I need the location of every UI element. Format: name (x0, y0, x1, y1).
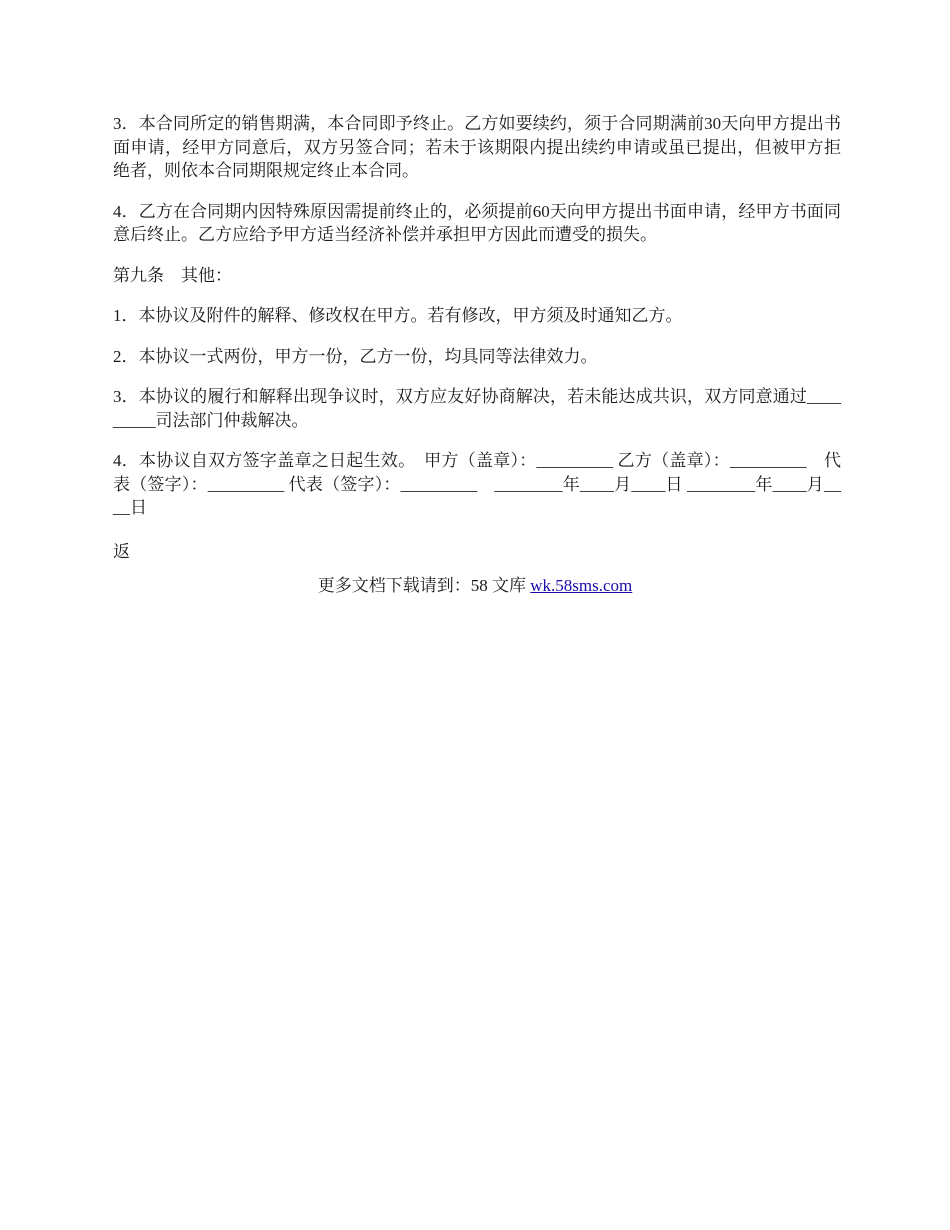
paragraph-dispute-resolution: 3．本协议的履行和解释出现争议时，双方应友好协商解决，若未能达成共识，双方同意通过_________司法部门仲裁解决。 (113, 387, 841, 430)
footer-text: 更多文档下载请到：58 文库 (317, 576, 531, 595)
section-heading-article-9: 第九条 其他： (113, 265, 232, 285)
return-link-text: 返 (113, 541, 130, 561)
download-footer (0, 574, 950, 597)
paragraph-early-termination: 4．乙方在合同期内因特殊原因需提前终止的，必须提前60天向甲方提出书面申请，经甲方书面同意后终止。乙方应给予甲方适当经济补偿并承担甲方因此而遭受的损失。 (113, 201, 841, 244)
document-body (113, 112, 841, 580)
paragraph-renewal-clause: 3．本合同所定的销售期满，本合同即予终止。乙方如要续约，须于合同期满前30天向甲方提出书面申请，经甲方同意后，双方另签合同；若未于该期限内提出续约申请或虽已提出，但被甲方拒绝者，则依本合同期限规定终止本合同。 (113, 114, 841, 180)
paragraph-copies: 2．本协议一式两份，甲方一份，乙方一份，均具同等法律效力。 (113, 346, 598, 366)
paragraph-interpretation-right: 1．本协议及附件的解释、修改权在甲方。若有修改，甲方须及时通知乙方。 (113, 306, 683, 325)
paragraph-signatures: 4．本协议自双方签字盖章之日起生效。 甲方（盖章）：_________ 乙方（盖章）：_________ 代表（签字）：_________ 代表（签字）：_________ ________年____月____日 ________年____月____日 (113, 451, 841, 517)
footer-site-link[interactable]: wk.58sms.com (530, 576, 633, 595)
